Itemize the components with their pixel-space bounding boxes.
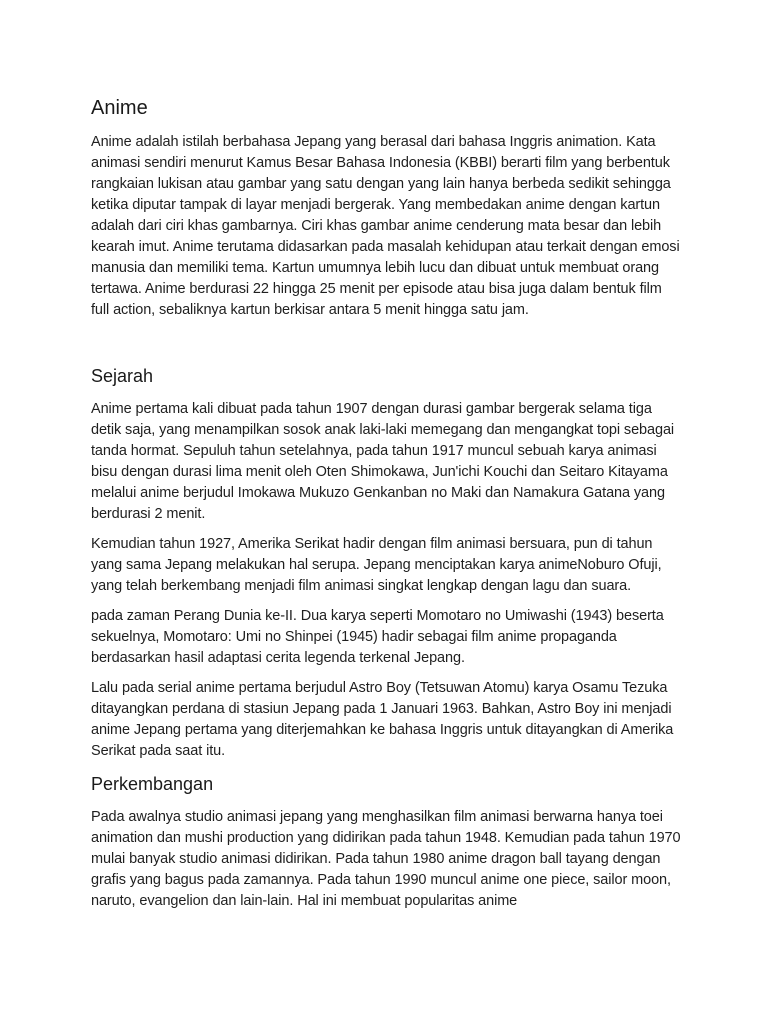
- document-content: [91, 94, 681, 912]
- sejarah-paragraph-2: Kemudian tahun 1927, Amerika Serikat hadir dengan film animasi bersuara, pun di tahun yang sama Jepang melakukan hal serupa. Jepang menciptakan karya animeNoburo Ofuji, yang telah berkembang menjadi film animasi singkat lengkap dengan lagu dan suara.: [91, 536, 662, 594]
- perkembangan-paragraph-1: Pada awalnya studio animasi jepang yang menghasilkan film animasi berwarna hanya toei animation dan mushi production yang didirikan pada tahun 1948. Kemudian pada tahun 1970 mulai banyak studio animasi didirikan. Pada tahun 1980 anime dragon ball tayang dengan grafis yang bagus pada zamannya. Pada tahun 1990 muncul anime one piece, sailor moon, naruto, evangelion dan lain-lain. Hal ini membuat popularitas anime: [91, 809, 681, 909]
- section-heading-perkembangan: Perkembangan: [91, 774, 214, 794]
- sejarah-paragraph-4: Lalu pada serial anime pertama berjudul Astro Boy (Tetsuwan Atomu) karya Osamu Tezuka ditayangkan perdana di stasiun Jepang pada 1 Januari 1963. Bahkan, Astro Boy ini menjadi anime Jepang pertama yang diterjemahkan ke bahasa Inggris untuk ditayangkan di Amerika Serikat pada saat itu.: [91, 680, 674, 759]
- sejarah-paragraph-1: Anime pertama kali dibuat pada tahun 1907 dengan durasi gambar bergerak selama tiga detik saja, yang menampilkan sosok anak laki-laki memegang dan mengangkat topi sebagai tanda hormat. Sepuluh tahun setelahnya, pada tahun 1917 muncul sebuah karya animasi bisu dengan durasi lima menit oleh Oten Shimokawa, Jun'ichi Kouchi dan Seitaro Kitayama melalui anime berjudul Imokawa Mukuzo Genkanban no Maki dan Namakura Gatana yang berdurasi 2 menit.: [91, 401, 675, 522]
- sejarah-paragraph-3: pada zaman Perang Dunia ke-II. Dua karya seperti Momotaro no Umiwashi (1943) beserta sekuelnya, Momotaro: Umi no Shinpei (1945) hadir sebagai film anime propaganda berdasarkan hasil adaptasi cerita legenda terkenal Jepang.: [91, 608, 664, 666]
- intro-paragraph: Anime adalah istilah berbahasa Jepang yang berasal dari bahasa Inggris animation. Kata animasi sendiri menurut Kamus Besar Bahasa Indonesia (KBBI) berarti film yang berbentuk rangkaian lukisan atau gambar yang satu dengan yang lain hanya berbeda sedikit sehingga ketika diputar tampak di layar menjadi bergerak. Yang membedakan anime dengan kartun adalah dari ciri khas gambarnya. Ciri khas gambar anime cenderung mata besar dan lebih kearah imut. Anime terutama didasarkan pada masalah kehidupan atau terkait dengan emosi manusia dan memiliki tema. Kartun umumnya lebih lucu dan dibuat untuk membuat orang tertawa. Anime berdurasi 22 hingga 25 menit per episode atau bisa juga dalam bentuk film full action, sebaliknya kartun berkisar antara 5 menit hingga satu jam.: [91, 134, 680, 318]
- section-heading-sejarah: Sejarah: [91, 366, 154, 386]
- document-title: Anime: [91, 97, 148, 119]
